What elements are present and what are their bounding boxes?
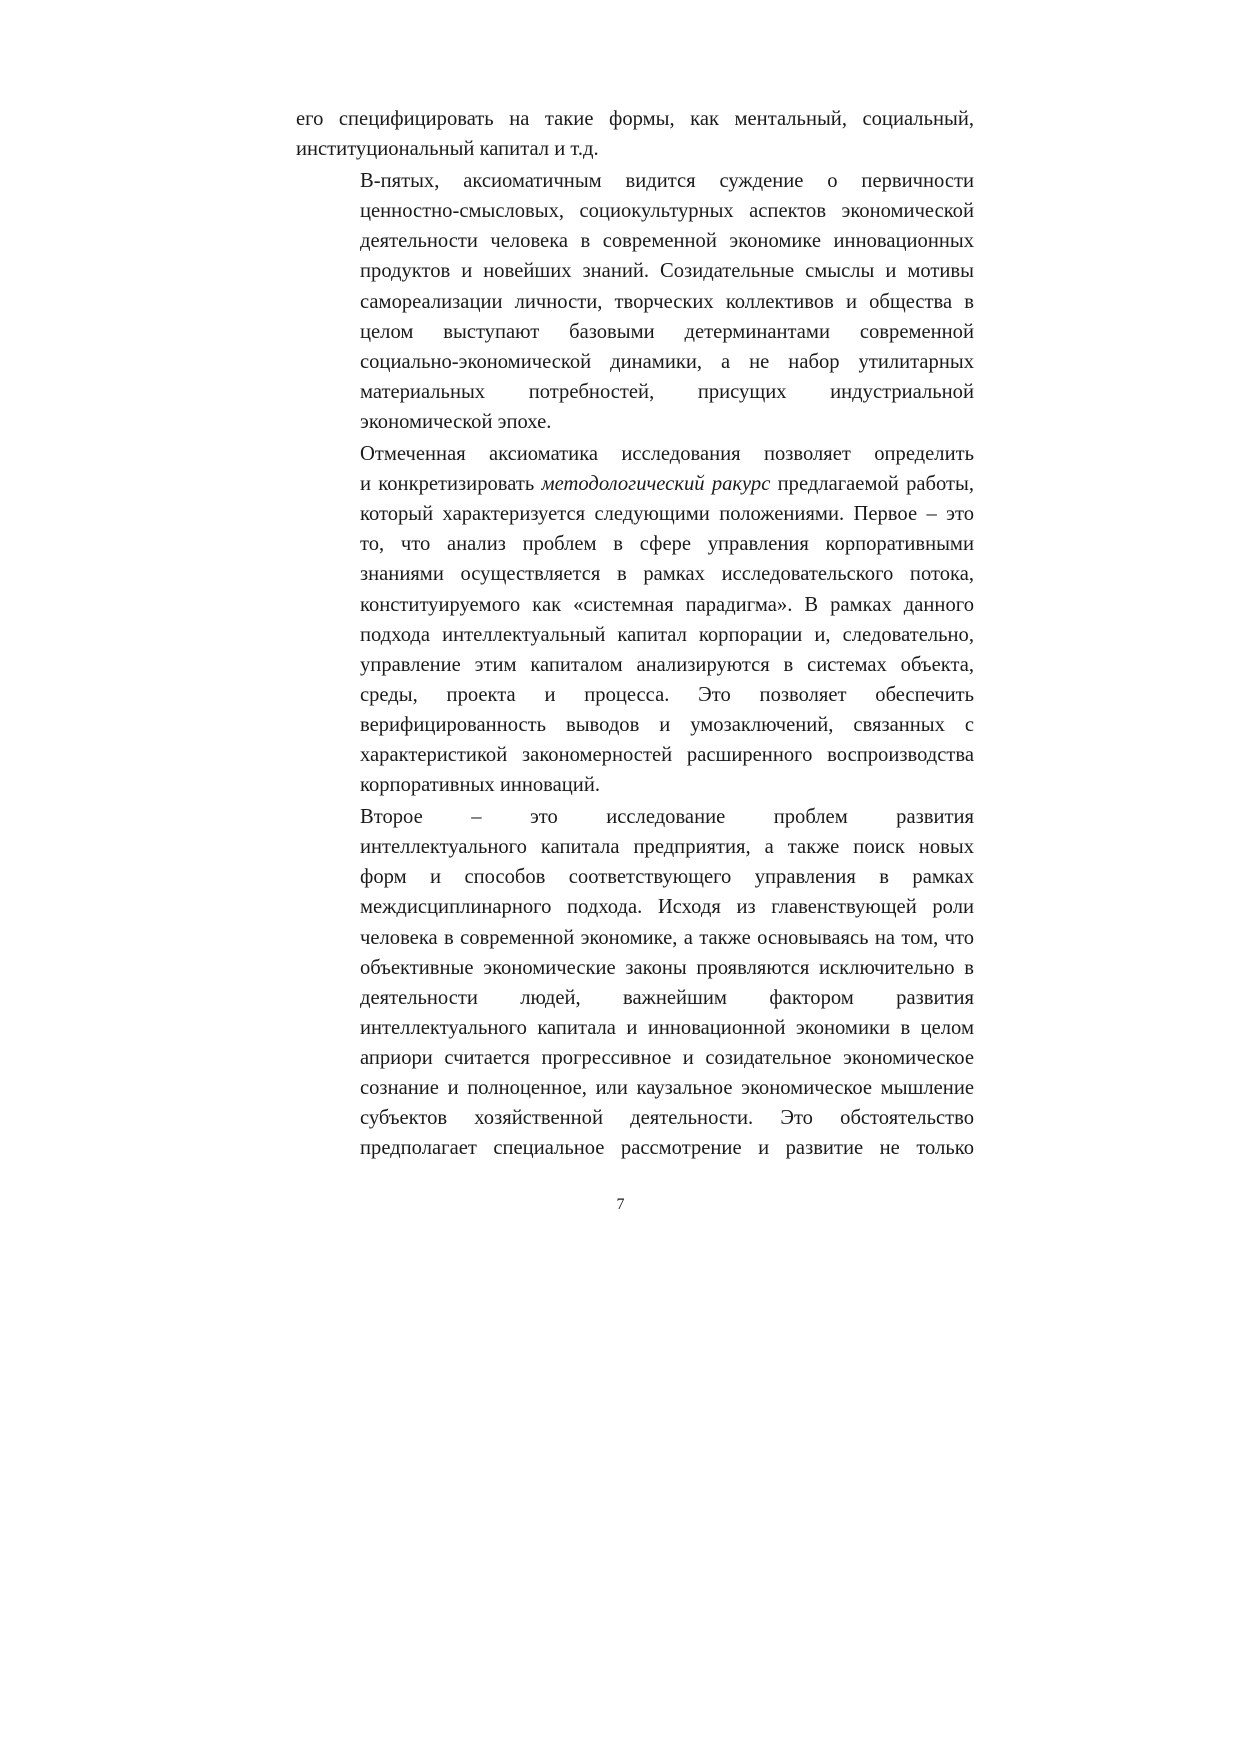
text-line: интеллектуального капитала предприятия, а также поиск новых <box>360 836 974 859</box>
paragraph-second-position <box>296 802 974 1163</box>
text-line: конституируемого как «системная парадигма». В рамках данного <box>360 593 974 616</box>
text-line: интеллектуального капитала и инновационной экономики в целом <box>360 1016 974 1039</box>
emphasized-term: методологический ракурс <box>541 473 771 496</box>
text-line: деятельности людей, важнейшим фактором развития <box>360 986 974 1009</box>
text-line: характеристикой закономерностей расширенного воспроизводства <box>360 743 974 766</box>
text-fragment: и конкретизировать <box>360 473 542 496</box>
paragraph-fifth-axiom <box>296 166 974 437</box>
text-line-with-emphasis <box>296 469 974 499</box>
text-line: сознание и полноценное, или каузальное экономическое мышление <box>360 1077 974 1099</box>
text-line: ценностно-смысловых, социокультурных аспектов экономической <box>360 200 974 223</box>
text-line: продуктов и новейших знаний. Созидательные смыслы и мотивы <box>360 260 974 283</box>
text-line: верифицированность выводов и умозаключений, связанных с <box>360 713 974 736</box>
body-text <box>296 104 974 1165</box>
text-line: то, что анализ проблем в сфере управления корпоративными <box>360 533 974 556</box>
text-line: его специфицировать на такие формы, как ментальный, социальный, <box>296 108 974 130</box>
text-line: материальных потребностей, присущих индустриальной <box>360 380 974 403</box>
text-line: экономической эпохе. <box>360 410 552 433</box>
text-line: Отмеченная аксиоматика исследования позволяет определить <box>360 443 974 466</box>
text-line: самореализации личности, творческих коллективов и общества в <box>360 290 974 313</box>
text-line: предполагает специальное рассмотрение и развитие не только <box>360 1137 974 1160</box>
text-line: междисциплинарного подхода. Исходя из главенствующей роли <box>360 896 974 919</box>
text-line: социально-экономической динамики, а не набор утилитарных <box>360 350 974 373</box>
text-line: Второе – это исследование проблем развития <box>360 806 974 829</box>
paragraph-intro-continuation <box>296 104 974 164</box>
text-line: целом выступают базовыми детерминантами современной <box>360 320 974 343</box>
text-line: человека в современной экономике, а также основываясь на том, что <box>360 926 974 949</box>
text-line: среды, проекта и процесса. Это позволяет обеспечить <box>360 683 974 706</box>
text-line: объективные экономические законы проявляются исключительно в <box>360 956 974 979</box>
text-line: корпоративных инноваций. <box>360 774 600 797</box>
page-number: 7 <box>616 1196 625 1213</box>
text-line: деятельности человека в современной экономике инновационных <box>360 230 974 253</box>
text-line: институциональный капитал и т.д. <box>296 138 599 161</box>
text-line: форм и способов соответствующего управления в рамках <box>360 866 974 889</box>
text-line: субъектов хозяйственной деятельности. Это обстоятельство <box>360 1107 974 1130</box>
text-line: В-пятых, аксиоматичным видится суждение о первичности <box>360 170 974 193</box>
text-line: управление этим капиталом анализируются в системах объекта, <box>360 653 974 676</box>
text-line: априори считается прогрессивное и созидательное экономическое <box>360 1046 974 1069</box>
text-fragment: предлагаемой работы, <box>770 473 974 496</box>
text-line: подхода интеллектуальный капитал корпорации и, следовательно, <box>360 623 974 646</box>
text-line: знаниями осуществляется в рамках исследовательского потока, <box>360 563 974 586</box>
paragraph-methodological-view <box>296 439 974 800</box>
text-line: который характеризуется следующими положениями. Первое – это <box>360 503 974 526</box>
